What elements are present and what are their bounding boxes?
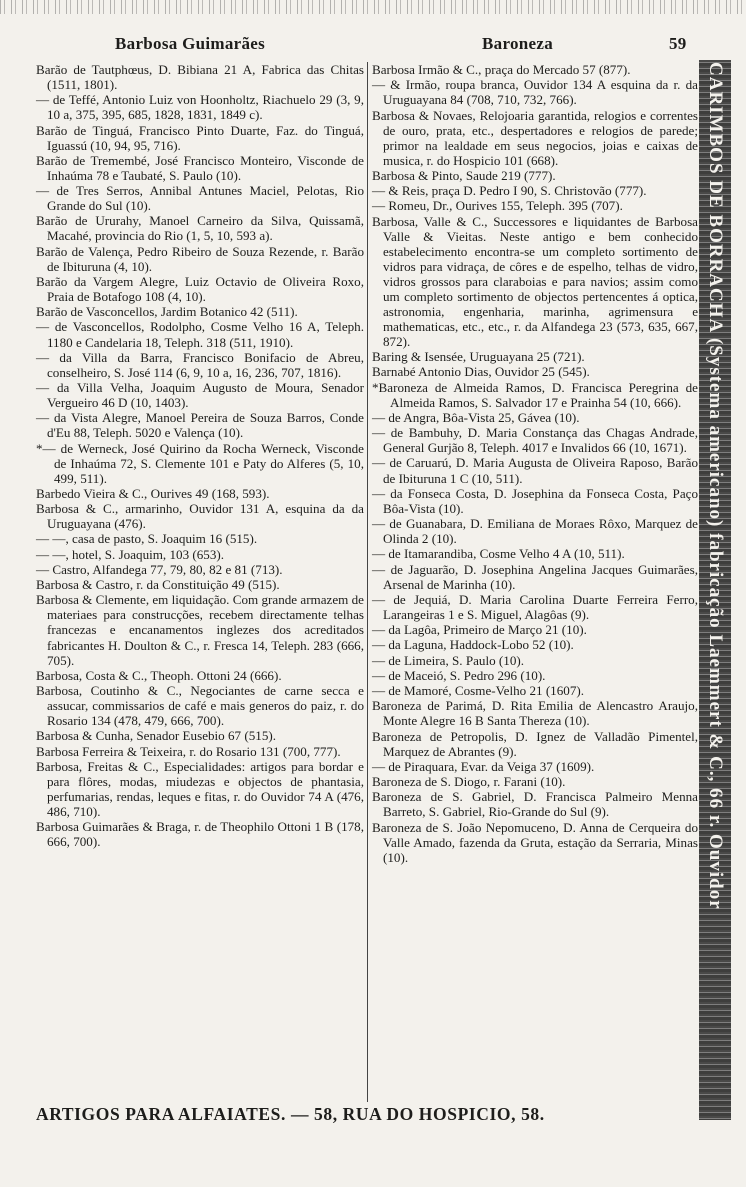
- scan-noise-top: [0, 0, 746, 14]
- directory-entry-left: *— de Werneck, José Quirino da Rocha Werneck, Visconde de Inhaúma 72, S. Clemente 101 e Paty do Alferes (5, 10, 499, 511).: [36, 440, 364, 486]
- header-right-keyword: Baroneza: [482, 34, 554, 53]
- directory-entry-left: Barão de Vasconcellos, Jardim Botanico 42 (511).: [36, 304, 298, 320]
- directory-entry-right: — de Bambuhy, D. Maria Constança das Chagas Andrade, General Gurjão 8, Teleph. 4017 e Invalidos 66 (10, 1671).: [372, 425, 698, 456]
- page-number: 59: [669, 34, 687, 53]
- directory-entry-left: Barão de Tremembé, José Francisco Monteiro, Visconde de Inhaúma 78 e Taubaté, S. Paulo (10).: [36, 152, 364, 183]
- directory-entry-right: Baroneza de Parimá, D. Rita Emilia de Alencastro Araujo, Monte Alegre 16 B Santa Thereza (10).: [372, 698, 698, 729]
- page-footer-advert: ARTIGOS PARA ALFAIATES. — 58, RUA DO HOSPICIO, 58.: [36, 1104, 545, 1124]
- directory-entry-left: — —, casa de pasto, S. Joaquim 16 (515).: [36, 531, 258, 547]
- directory-entry-right: — de Piraquara, Evar. da Veiga 37 (1609).: [372, 758, 595, 774]
- directory-entry-left: — da Villa Velha, Joaquim Augusto de Moura, Senador Vergueiro 46 D (10, 1403).: [36, 380, 364, 411]
- directory-entry-right: Baroneza de S. Gabriel, D. Francisca Palmeiro Menna Barreto, S. Gabriel, Rio-Grande do Sul (9).: [372, 789, 698, 820]
- directory-entry-left: Barbosa, Coutinho & C., Negociantes de carne secca e assucar, commissarios de café e mais generos do paiz, r. do Rosario 134 (478, 479, 666, 700).: [36, 683, 364, 729]
- directory-entry-left: — da Vista Alegre, Manoel Pereira de Souza Barros, Conde d'Eu 88, Teleph. 5020 e Valença (10).: [36, 410, 364, 441]
- directory-entry-right: — & Reis, praça D. Pedro I 90, S. Christovão (777).: [372, 183, 647, 199]
- page-header: [0, 24, 746, 56]
- directory-entry-right: Barbosa, Valle & C., Successores e liquidantes de Barbosa Valle & Vieitas. Neste antigo e bem conhecido estabelecimento encontra-se um completo sortimento de vidros para vidraça, de côres e de espelho, telhas de vidro, vidros grossos para claraboias e para navios; assim como um completo sortimento de objectos pertencentes á optica, astronomia, engenharia, marinha, agrimensura e mathematicas, etc., etc., r. da Alfandega 23 (573, 635, 667, 872).: [372, 213, 698, 349]
- directory-entry-right: Barbosa & Pinto, Saude 219 (777).: [372, 167, 556, 183]
- directory-entry-left: — de Teffé, Antonio Luiz von Hoonholtz, Riachuelo 29 (3, 9, 10 a, 375, 395, 685, 1828, 1831, 1849 c).: [36, 92, 364, 123]
- directory-entry-right: Barbosa & Novaes, Relojoaria garantida, relogios e correntes de ouro, prata, etc., despertadores e relogios de parede; primor na lealdade em seus negocios, joias e caixas de musica, r. do Hospicio 101 (668).: [372, 107, 698, 168]
- directory-entry-left: Barão da Vargem Alegre, Luiz Octavio de Oliveira Roxo, Praia de Botafogo 108 (4, 10).: [36, 273, 364, 305]
- directory-entry-right: *Baroneza de Almeida Ramos, D. Francisca Peregrina de Almeida Ramos, S. Salvador 17 e Prainha 54 (10, 666).: [372, 379, 698, 410]
- directory-entry-left: Barbosa Guimarães & Braga, r. de Theophilo Ottoni 1 B (178, 666, 700).: [36, 819, 364, 850]
- directory-entry-left: Barbosa Ferreira & Teixeira, r. do Rosario 131 (700, 777).: [36, 743, 341, 759]
- directory-entry-right: — da Laguna, Haddock-Lobo 52 (10).: [372, 637, 574, 653]
- directory-entry-right: — de Itamarandiba, Cosme Velho 4 A (10, 511).: [372, 546, 625, 562]
- directory-entry-left: — —, hotel, S. Joaquim, 103 (653).: [36, 546, 225, 562]
- directory-entry-right: — de Jequiá, D. Maria Carolina Duarte Ferreira Ferro, Larangeiras 1 e S. Miguel, Alagôas (9).: [372, 591, 698, 622]
- directory-entry-left: — de Vasconcellos, Rodolpho, Cosme Velho 16 A, Teleph. 1180 e Candelaria 18, Teleph. 318 (511, 1910).: [36, 319, 364, 350]
- directory-entry-left: — Castro, Alfandega 77, 79, 80, 82 e 81 (713).: [36, 561, 283, 577]
- directory-entry-left: — de Tres Serros, Annibal Antunes Maciel, Pelotas, Rio Grande do Sul (10).: [36, 183, 364, 214]
- directory-entry-left: Barbosa & Castro, r. da Constituição 49 (515).: [36, 577, 280, 593]
- directory-entry-right: — de Angra, Bôa-Vista 25, Gávea (10).: [372, 409, 580, 425]
- directory-entry-left: — da Villa da Barra, Francisco Bonifacio de Abreu, conselheiro, S. José 114 (6, 9, 10 a, 16, 236, 707, 1816).: [36, 349, 364, 380]
- directory-entry-right: — de Mamoré, Cosme-Velho 21 (1607).: [372, 683, 585, 699]
- directory-entry-left: Barbosa, Freitas & C., Especialidades: artigos para bordar e para flôres, modas, miudezas e objectos de phantasia, perfumarias, rendas, leques e fitas, r. do Ouvidor 74 A (476, 486, 710).: [36, 758, 364, 819]
- directory-entry-right: — da Fonseca Costa, D. Josephina da Fonseca Costa, Paço Bôa-Vista (10).: [372, 485, 698, 516]
- directory-entry-right: — da Lagôa, Primeiro de Março 21 (10).: [372, 622, 587, 638]
- directory-entry-right: Barnabé Antonio Dias, Ouvidor 25 (545).: [372, 364, 590, 380]
- directory-entry-left: Barbosa & Cunha, Senador Eusebio 67 (515).: [36, 728, 277, 744]
- directory-entry-right: Baroneza de S. Diogo, r. Farani (10).: [372, 774, 566, 790]
- directory-entry-right: Baroneza de Petropolis, D. Ignez de Valladão Pimentel, Marquez de Abrantes (9).: [372, 728, 698, 759]
- directory-entry-left: Barbosa, Costa & C., Theoph. Ottoni 24 (666).: [36, 667, 282, 683]
- column-divider: [367, 62, 368, 1102]
- directory-entry-left: Barão de Tautphœus, D. Bibiana 21 A, Fabrica das Chitas (1511, 1801).: [36, 62, 364, 93]
- directory-entry-right: Baring & Isensée, Uruguayana 25 (721).: [372, 349, 585, 365]
- directory-entry-right: Barbosa Irmão & C., praça do Mercado 57 (877).: [372, 62, 631, 77]
- directory-entry-right: — de Caruarú, D. Maria Augusta de Oliveira Raposo, Barão de Ibituruna 1 C (10, 511).: [372, 455, 698, 486]
- directory-entry-left: Barão de Tinguá, Francisco Pinto Duarte, Faz. do Tinguá, Iguassú (10, 94, 95, 716).: [36, 122, 364, 153]
- directory-entry-left: Barão de Valença, Pedro Ribeiro de Souza Rezende, r. Barão de Ibituruna (4, 10).: [36, 243, 364, 274]
- directory-entry-right: — Romeu, Dr., Ourives 155, Teleph. 395 (707).: [372, 198, 623, 214]
- left-column: [36, 62, 364, 850]
- right-column: [372, 62, 698, 865]
- directory-entry-right: Baroneza de S. João Nepomuceno, D. Anna de Cerqueira do Valle Amado, fazenda da Gruta, estação da Serraria, Minas (10).: [372, 819, 698, 865]
- advert-sidebar-text: CARIMBOS DE BORRACHA (Systema americano) fabricação Laemmert & C., 66 r. Ouvidor: [705, 62, 726, 910]
- directory-entry-right: — de Jaguarão, D. Josephina Angelina Jacques Guimarães, Arsenal de Marinha (10).: [372, 561, 698, 592]
- directory-entry-right: — de Limeira, S. Paulo (10).: [372, 652, 525, 668]
- directory-entry-left: Barbedo Vieira & C., Ourives 49 (168, 593).: [36, 485, 270, 501]
- directory-entry-left: Barão de Ururahy, Manoel Carneiro da Silva, Quissamã, Macahé, provincia do Rio (1, 5, 10, 593 a).: [36, 213, 364, 244]
- directory-entry-right: — de Guanabara, D. Emiliana de Moraes Rôxo, Marquez de Olinda 2 (10).: [372, 516, 698, 547]
- directory-entry-right: — de Maceió, S. Pedro 296 (10).: [372, 667, 546, 683]
- directory-entry-left: Barbosa & Clemente, em liquidação. Com grande armazem de materiaes para construcções, recebem directamente telhas francezas e encanamentos inglezes dos acreditados fabricantes H. Doulton & C., r. Fresca 14, Teleph. 283 (666, 705).: [36, 592, 364, 668]
- header-left-keyword: Barbosa Guimarães: [115, 34, 266, 53]
- directory-entry-left: Barbosa & C., armarinho, Ouvidor 131 A, esquina da da Uruguayana (476).: [36, 501, 364, 532]
- directory-entry-right: — & Irmão, roupa branca, Ouvidor 134 A esquina da r. da Uruguayana 84 (708, 710, 732, 766).: [372, 77, 698, 108]
